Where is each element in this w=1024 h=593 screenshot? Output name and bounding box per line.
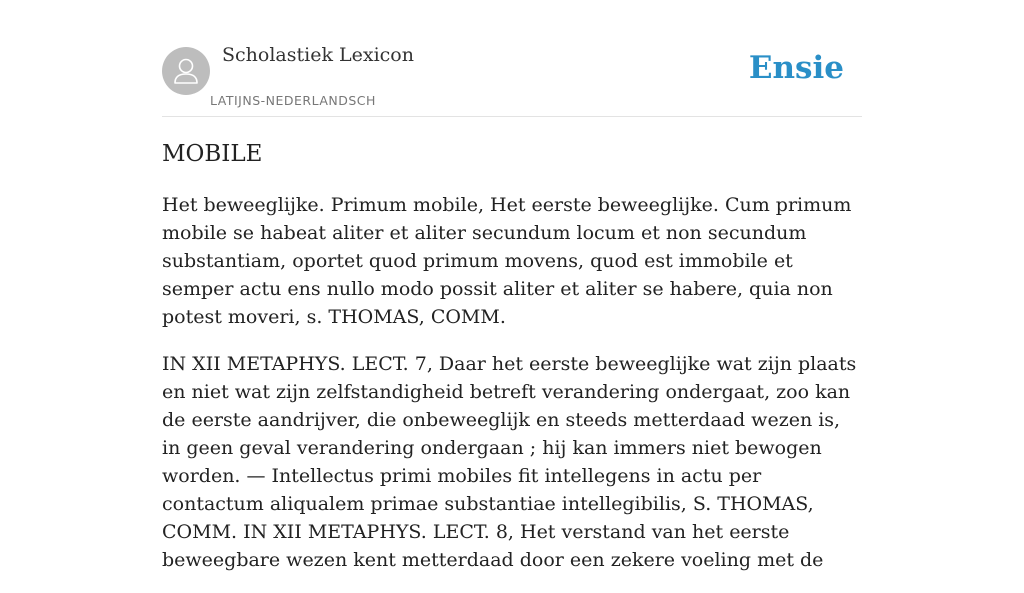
ensie-logo[interactable]: Ensie bbox=[748, 50, 844, 86]
book-title[interactable]: Scholastiek Lexicon bbox=[222, 44, 414, 66]
user-icon bbox=[162, 47, 210, 95]
entry-paragraph: Het beweeglijke. Primum mobile, Het eerste beweeglijke. Cum primum mobile se habeat aliter et aliter secundum locum et non secundum substantiam, oportet quod primum movens, quod est immobile et semper actu ens nullo modo possit aliter et aliter se habere, quia non potest moveri, s. THOMAS, COMM. bbox=[162, 194, 852, 328]
book-subtitle: LATIJNS-NEDERLANDSCH bbox=[210, 93, 376, 108]
entry-title: MOBILE bbox=[162, 141, 263, 167]
avatar[interactable] bbox=[162, 47, 210, 95]
header bbox=[162, 40, 862, 117]
entry-content bbox=[162, 137, 862, 593]
entry-paragraph: IN XII METAPHYS. LECT. 7, Daar het eerste beweeglijke wat zijn plaats en niet wat zijn zelfstandigheid betreft verandering ondergaat, zoo kan de eerste aandrijver, die onbeweeglijk en steeds metterdaad wezen is, in geen geval verandering ondergaan ; hij kan immers niet bewogen worden. — Intellectus primi mobiles fit intellegens in actu per contactum aliqualem primae substantiae intellegibilis, S. THOMAS, COMM. IN XII METAPHYS. LECT. 8, Het verstand van het eerste beweegbare wezen kent metterdaad door een zekere voeling met de bbox=[162, 353, 857, 571]
